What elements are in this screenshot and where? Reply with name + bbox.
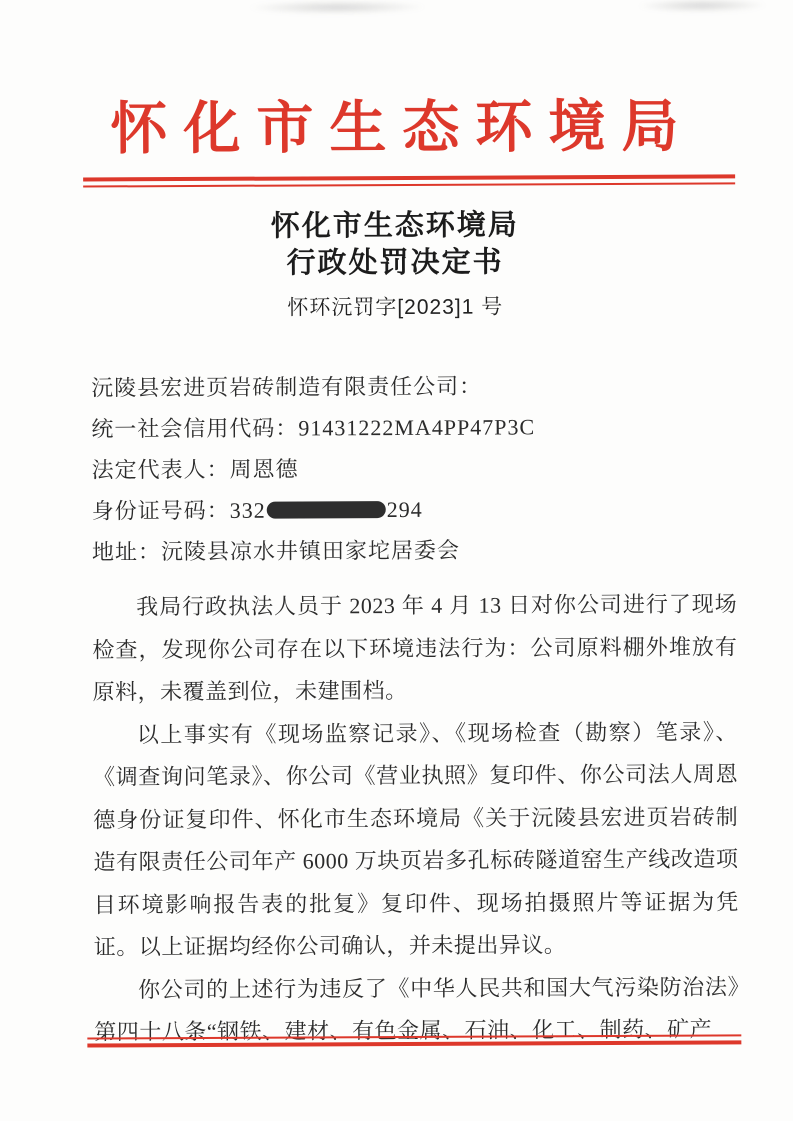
scan-artifact <box>637 0 767 13</box>
recipient-credit-code-line: 统一社会信用代码：91431222MA4PP47P3C <box>91 414 536 442</box>
document-title <box>0 206 792 284</box>
letterhead-divider <box>83 174 735 187</box>
id-prefix: 332 <box>229 497 266 523</box>
scan-artifact <box>247 0 427 15</box>
recipient-address-line: 地址：沅陵县凉水井镇田家坨居委会 <box>91 537 461 565</box>
recipient-info-block <box>91 364 737 572</box>
body-paragraph-3: 你公司的上述行为违反了《中华人民共和国大气污染防治法》第四十八条“钢铁、建材、有色金属、石油、化工、制药、矿产 <box>94 973 740 1045</box>
body-paragraph-2: 以上事实有《现场监察记录》、《现场检查（勘察）笔录》、《调查询问笔录》、你公司《营业执照》复印件、你公司法人周恩德身份证复印件、怀化市生态环境局《关于沅陵县宏进页岩砖制造有限责任公司年产 6000 万块页岩多孔标砖隧道窑生产线改造项目环境影响报告表的批复》复印件、现场拍摄照片等证据为凭证。以上证据均经你公司确认，并未提出异议。 <box>92 718 739 960</box>
recipient-id-line <box>92 487 737 531</box>
recipient-company-line: 沅陵县宏进页岩砖制造有限责任公司： <box>91 373 483 401</box>
recipient-legal-rep-line: 法定代表人：周恩德 <box>91 456 299 483</box>
document-title-line1: 怀化市生态环境局 <box>270 209 519 243</box>
document-title-line2: 行政处罚决定书 <box>286 246 504 280</box>
document-body <box>92 583 739 1054</box>
body-paragraph-1: 我局行政执法人员于 2023 年 4 月 13 日对你公司进行了现场检查，发现你公司存在以下环境违法行为：公司原料棚外堆放有原料，未覆盖到位，未建围档。 <box>92 591 738 705</box>
document-number: 怀环沅罚字[2023]1 号 <box>287 295 504 320</box>
letterhead-agency-name: 怀化市生态环境局 <box>110 95 695 162</box>
id-label: 身份证号码： <box>91 497 230 524</box>
redaction-bar <box>267 501 386 519</box>
id-suffix: 294 <box>386 496 423 523</box>
